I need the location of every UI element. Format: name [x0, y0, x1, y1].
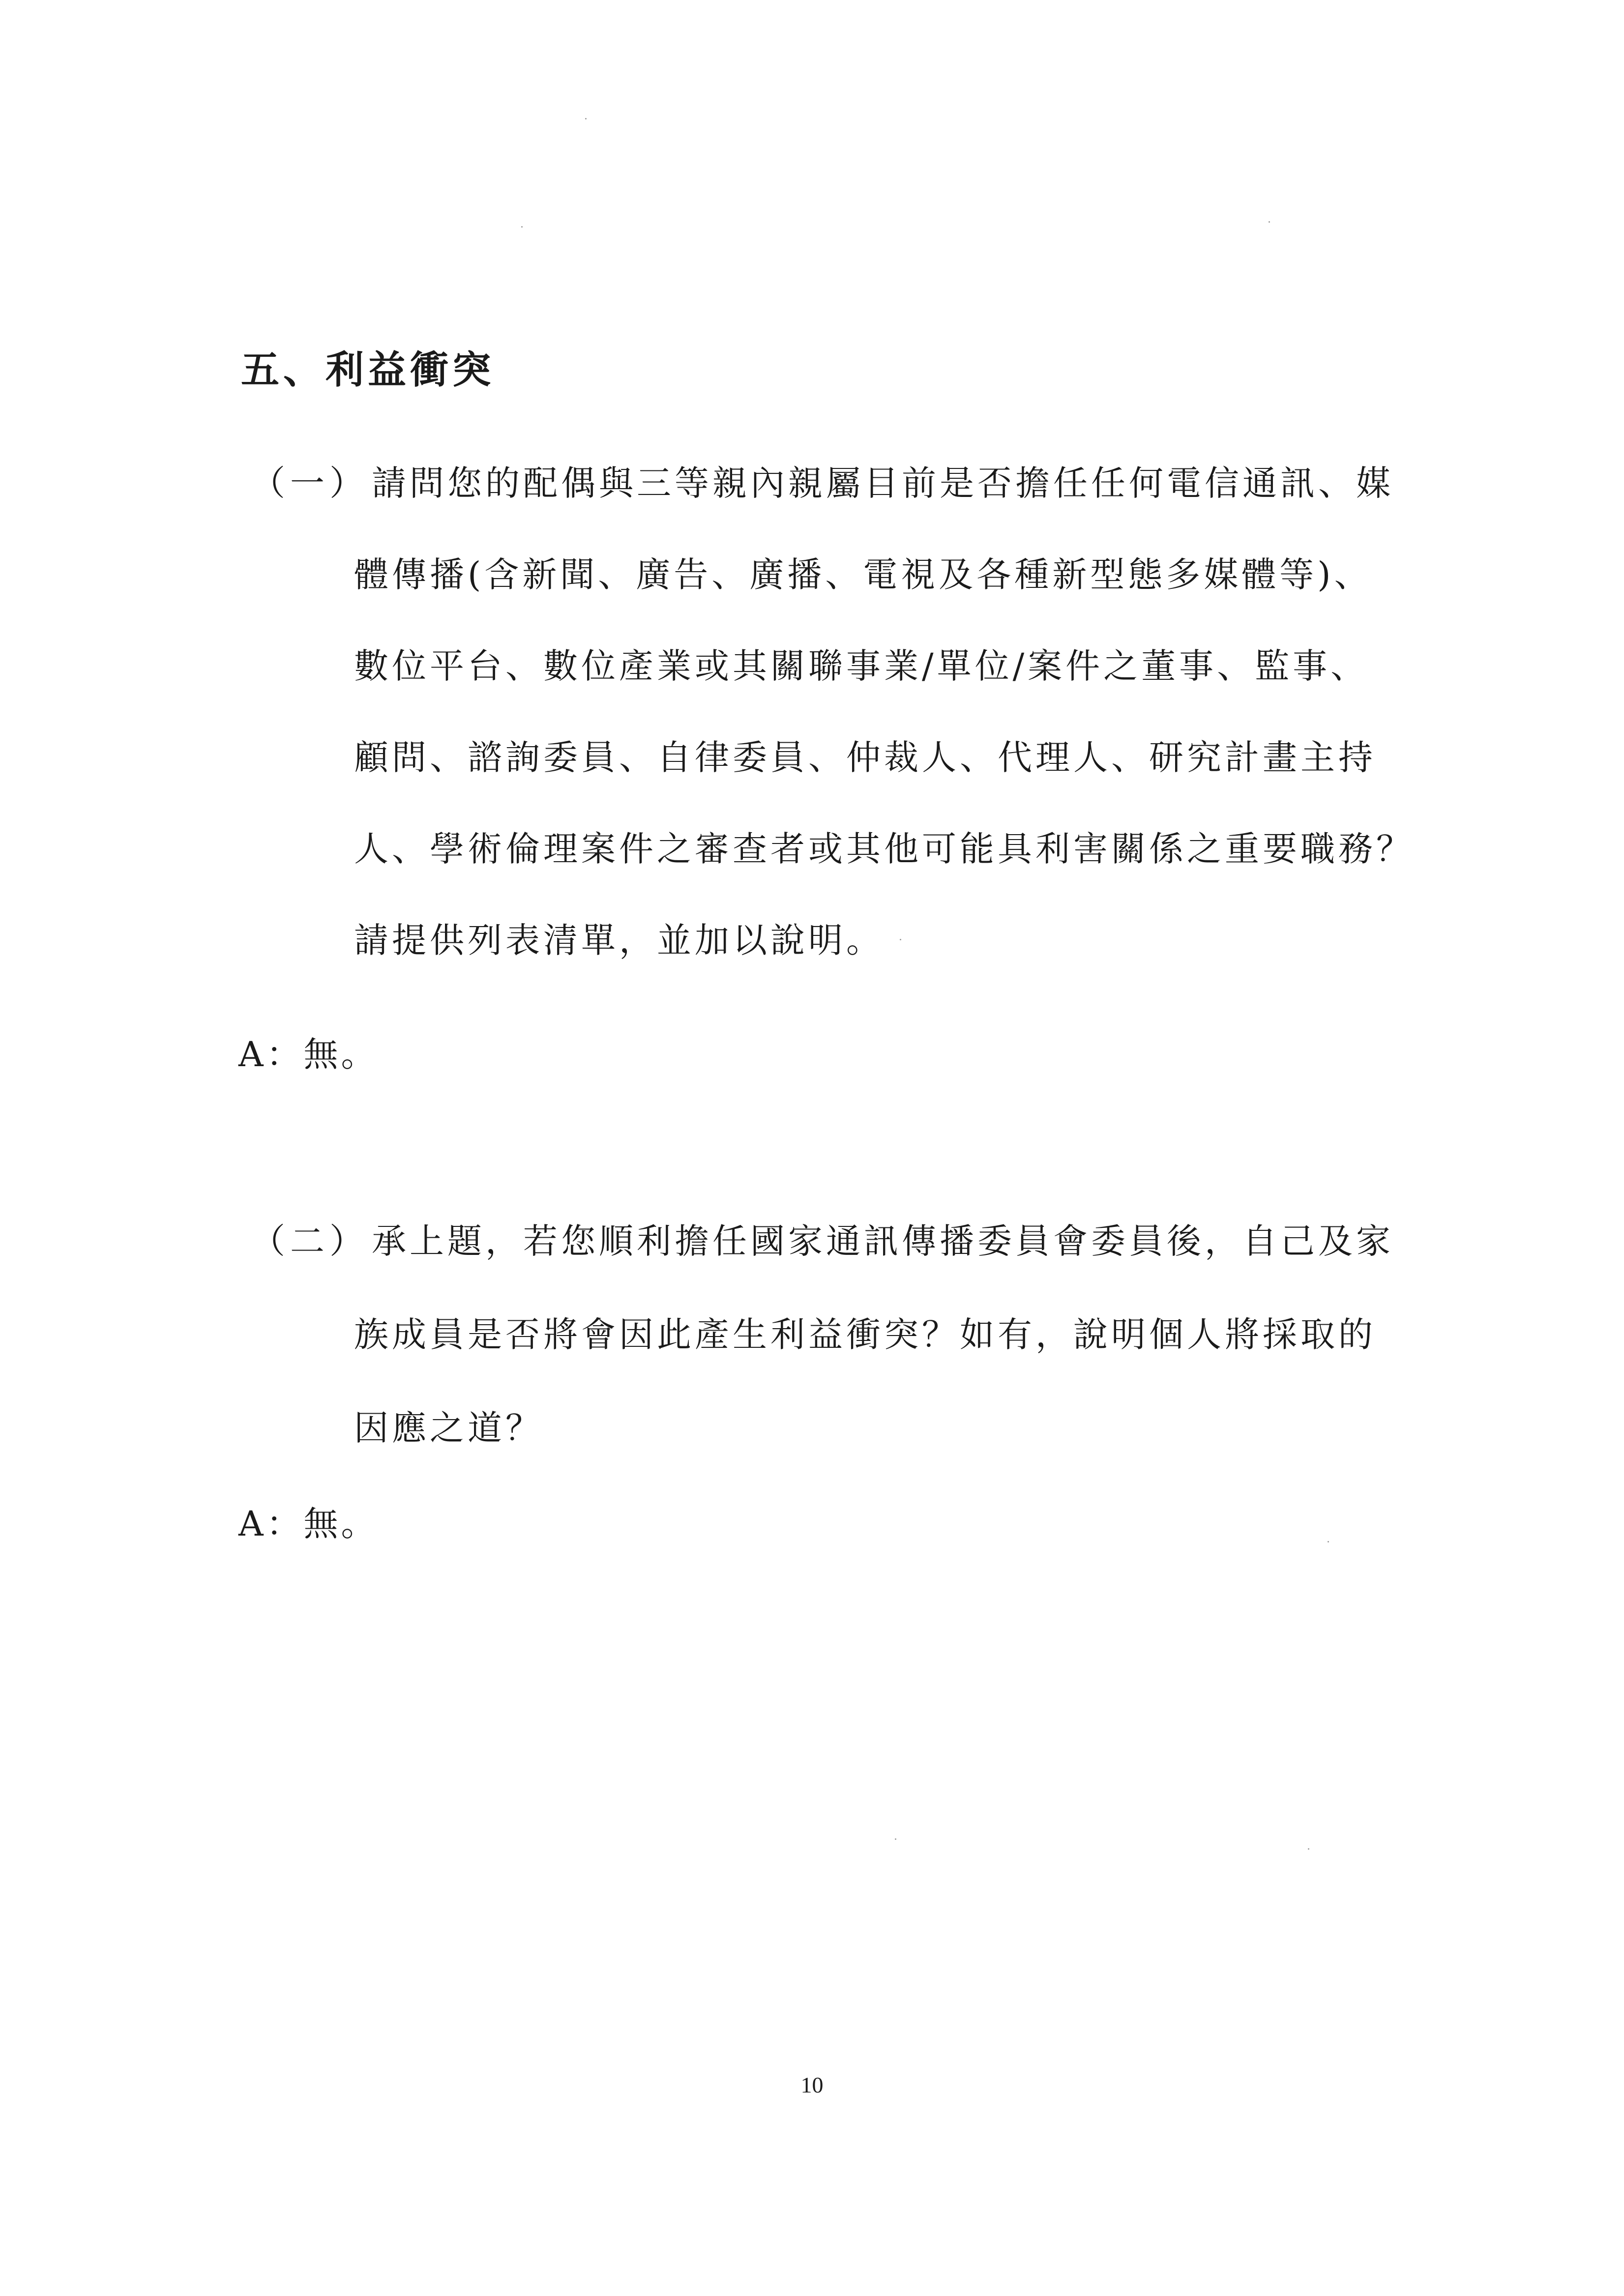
question-1-line-1	[251, 463, 1394, 503]
scan-speck	[895, 1838, 896, 1840]
scan-speck	[900, 939, 901, 940]
question-2-line-3: 因應之道？	[354, 1408, 543, 1448]
section-heading: 五、利益衝突	[241, 348, 495, 392]
question-1-text: 請問您的配偶與三等親內親屬目前是否擔任任何電信通訊、媒	[372, 463, 1394, 503]
question-1-line-2: 體傳播(含新聞、廣告、廣播、電視及各種新型態多媒體等)、	[354, 554, 1372, 595]
question-1-line-4: 顧問、諮詢委員、自律委員、仲裁人、代理人、研究計畫主持	[354, 737, 1376, 778]
question-1-label: （一）	[251, 463, 369, 503]
question-1-line-3: 數位平台、數位產業或其關聯事業/單位/案件之董事、監事、	[354, 646, 1369, 686]
scan-speck	[1328, 1541, 1329, 1542]
scan-speck	[1269, 221, 1270, 223]
scan-speck	[585, 118, 587, 119]
answer-2: A：無。	[238, 1504, 379, 1544]
question-2-line-2: 族成員是否將會因此產生利益衝突？如有，說明個人將採取的	[354, 1314, 1376, 1355]
question-1-line-5: 人、學術倫理案件之審查者或其他可能具利害關係之重要職務？	[354, 829, 1414, 869]
scan-speck	[521, 226, 523, 228]
question-1-line-6: 請提供列表清單，並加以說明。	[354, 920, 884, 960]
question-2-label: （二）	[251, 1221, 369, 1261]
question-2-line-1	[251, 1221, 1394, 1261]
scan-speck	[1308, 1848, 1309, 1850]
question-2-text: 承上題，若您順利擔任國家通訊傳播委員會委員後，自己及家	[372, 1221, 1394, 1261]
page-number: 10	[800, 2072, 824, 2097]
answer-1: A：無。	[238, 1034, 379, 1075]
